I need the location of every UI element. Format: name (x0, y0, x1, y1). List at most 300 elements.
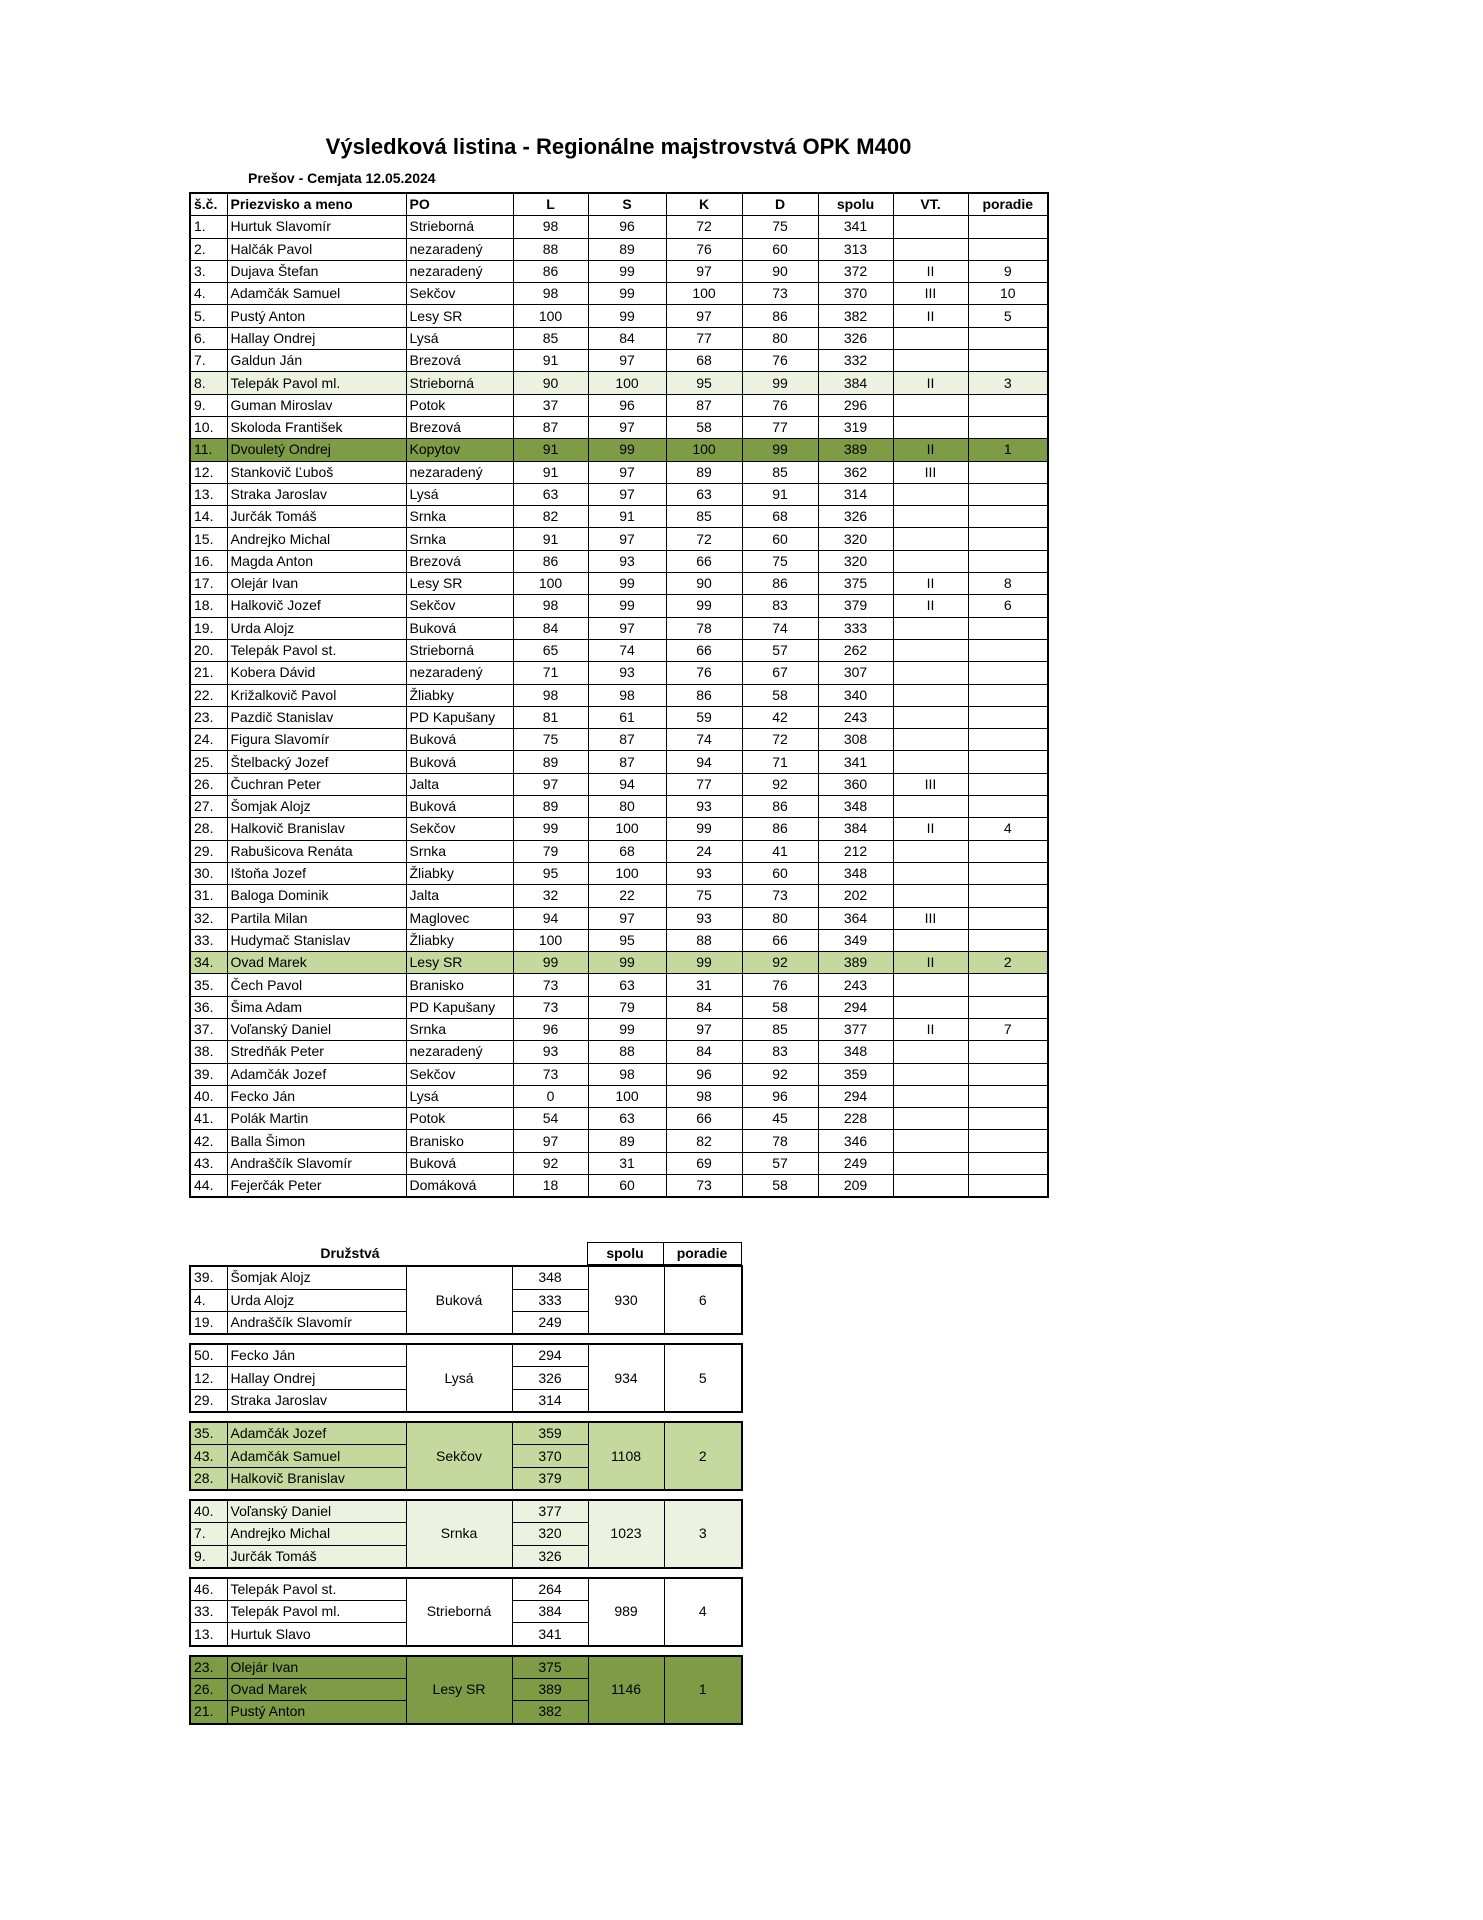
cell-spolu: 294 (818, 1085, 893, 1107)
cell-member-score: 370 (512, 1445, 588, 1467)
cell-l: 100 (513, 573, 588, 595)
cell-poradie (968, 862, 1048, 884)
cell-no: 39. (190, 1063, 227, 1085)
cell-k: 24 (666, 840, 742, 862)
cell-name: Stredňák Peter (227, 1041, 406, 1063)
results-row (190, 1085, 1048, 1107)
cell-name: Skoloda František (227, 416, 406, 438)
results-row (190, 773, 1048, 795)
cell-d: 58 (742, 684, 818, 706)
results-row (190, 796, 1048, 818)
cell-spolu: 243 (818, 706, 893, 728)
cell-poradie (968, 394, 1048, 416)
cell-member-name: Andrejko Michal (227, 1523, 406, 1545)
cell-name: Baloga Dominik (227, 885, 406, 907)
column-header: PO (406, 193, 513, 216)
cell-s: 97 (588, 528, 666, 550)
cell-member-score: 320 (512, 1523, 588, 1545)
cell-no: 23. (190, 706, 227, 728)
cell-vt (893, 751, 968, 773)
cell-member-name: Adamčák Jozef (227, 1422, 406, 1445)
results-row (190, 1130, 1048, 1152)
cell-poradie (968, 996, 1048, 1018)
cell-poradie (968, 751, 1048, 773)
team-member-row (190, 1500, 742, 1523)
cell-member-score: 314 (512, 1389, 588, 1412)
cell-l: 91 (513, 528, 588, 550)
cell-poradie (968, 773, 1048, 795)
cell-no: 30. (190, 862, 227, 884)
cell-name: Dujava Štefan (227, 260, 406, 282)
cell-l: 86 (513, 260, 588, 282)
cell-d: 58 (742, 996, 818, 1018)
cell-name: Figura Slavomír (227, 729, 406, 751)
cell-name: Fecko Ján (227, 1085, 406, 1107)
cell-no: 32. (190, 907, 227, 929)
cell-name: Kobera Dávid (227, 662, 406, 684)
cell-spolu: 364 (818, 907, 893, 929)
cell-vt (893, 1041, 968, 1063)
cell-vt (893, 1175, 968, 1198)
teams-title: Družstvá (189, 1243, 511, 1265)
cell-po: Jalta (406, 885, 513, 907)
cell-d: 86 (742, 573, 818, 595)
cell-name: Voľanský Daniel (227, 1018, 406, 1040)
cell-d: 83 (742, 1041, 818, 1063)
cell-vt (893, 929, 968, 951)
cell-d: 91 (742, 483, 818, 505)
results-row (190, 1152, 1048, 1174)
cell-spolu: 359 (818, 1063, 893, 1085)
cell-vt: II (893, 260, 968, 282)
cell-vt: II (893, 1018, 968, 1040)
team-block (189, 1577, 743, 1647)
cell-name: Jurčák Tomáš (227, 506, 406, 528)
teams-spolu-header: spolu (587, 1243, 663, 1265)
cell-member-no: 7. (190, 1523, 227, 1545)
cell-po: nezaradený (406, 662, 513, 684)
cell-k: 100 (666, 439, 742, 461)
cell-spolu: 384 (818, 818, 893, 840)
cell-d: 60 (742, 528, 818, 550)
cell-po: Lesy SR (406, 305, 513, 327)
cell-member-name: Urda Alojz (227, 1289, 406, 1311)
cell-no: 20. (190, 639, 227, 661)
cell-s: 99 (588, 439, 666, 461)
cell-l: 97 (513, 773, 588, 795)
cell-k: 93 (666, 907, 742, 929)
cell-l: 100 (513, 929, 588, 951)
cell-spolu: 372 (818, 260, 893, 282)
cell-spolu: 320 (818, 528, 893, 550)
results-row (190, 216, 1048, 238)
cell-s: 97 (588, 350, 666, 372)
cell-d: 92 (742, 773, 818, 795)
cell-poradie: 1 (968, 439, 1048, 461)
cell-s: 100 (588, 818, 666, 840)
results-row (190, 974, 1048, 996)
cell-s: 84 (588, 327, 666, 349)
cell-no: 31. (190, 885, 227, 907)
cell-name: Polák Martin (227, 1108, 406, 1130)
cell-po: Branisko (406, 974, 513, 996)
cell-spolu: 320 (818, 550, 893, 572)
cell-vt (893, 238, 968, 260)
cell-d: 80 (742, 327, 818, 349)
results-row (190, 1063, 1048, 1085)
results-row (190, 639, 1048, 661)
cell-d: 85 (742, 1018, 818, 1040)
cell-poradie (968, 684, 1048, 706)
cell-no: 24. (190, 729, 227, 751)
cell-s: 97 (588, 461, 666, 483)
teams-poradie-header: poradie (663, 1243, 741, 1265)
cell-no: 36. (190, 996, 227, 1018)
teams-header-spacer (511, 1243, 587, 1265)
cell-s: 87 (588, 751, 666, 773)
cell-no: 44. (190, 1175, 227, 1198)
cell-no: 14. (190, 506, 227, 528)
cell-s: 79 (588, 996, 666, 1018)
cell-no: 7. (190, 350, 227, 372)
cell-poradie (968, 550, 1048, 572)
results-row (190, 372, 1048, 394)
cell-d: 86 (742, 305, 818, 327)
cell-team-spolu: 1023 (588, 1500, 664, 1568)
cell-spolu: 348 (818, 1041, 893, 1063)
cell-k: 82 (666, 1130, 742, 1152)
cell-vt: III (893, 773, 968, 795)
cell-s: 89 (588, 1130, 666, 1152)
cell-team-spolu: 934 (588, 1344, 664, 1412)
cell-l: 94 (513, 907, 588, 929)
cell-no: 5. (190, 305, 227, 327)
cell-po: Lysá (406, 1085, 513, 1107)
cell-l: 91 (513, 461, 588, 483)
cell-k: 76 (666, 238, 742, 260)
cell-k: 87 (666, 394, 742, 416)
column-header: L (513, 193, 588, 216)
cell-l: 91 (513, 350, 588, 372)
cell-po: Srnka (406, 840, 513, 862)
cell-name: Halkovič Branislav (227, 818, 406, 840)
cell-name: Rabušicova Renáta (227, 840, 406, 862)
team-block (189, 1343, 743, 1413)
cell-no: 3. (190, 260, 227, 282)
cell-d: 73 (742, 885, 818, 907)
cell-member-no: 13. (190, 1623, 227, 1646)
cell-no: 42. (190, 1130, 227, 1152)
cell-k: 66 (666, 1108, 742, 1130)
cell-name: Halčák Pavol (227, 238, 406, 260)
cell-s: 63 (588, 1108, 666, 1130)
cell-member-no: 19. (190, 1311, 227, 1334)
cell-no: 18. (190, 595, 227, 617)
cell-no: 26. (190, 773, 227, 795)
cell-spolu: 228 (818, 1108, 893, 1130)
cell-d: 42 (742, 706, 818, 728)
cell-team-spolu: 930 (588, 1266, 664, 1334)
cell-no: 22. (190, 684, 227, 706)
results-row (190, 929, 1048, 951)
cell-vt: II (893, 305, 968, 327)
cell-spolu: 348 (818, 796, 893, 818)
cell-d: 96 (742, 1085, 818, 1107)
cell-name: Telepák Pavol ml. (227, 372, 406, 394)
cell-vt (893, 1085, 968, 1107)
cell-d: 76 (742, 350, 818, 372)
cell-name: Hurtuk Slavomír (227, 216, 406, 238)
cell-d: 83 (742, 595, 818, 617)
cell-poradie: 9 (968, 260, 1048, 282)
cell-spolu: 332 (818, 350, 893, 372)
cell-member-no: 4. (190, 1289, 227, 1311)
cell-member-score: 294 (512, 1344, 588, 1367)
cell-member-name: Hallay Ondrej (227, 1367, 406, 1389)
cell-d: 41 (742, 840, 818, 862)
cell-po: nezaradený (406, 238, 513, 260)
cell-l: 89 (513, 796, 588, 818)
cell-spolu: 382 (818, 305, 893, 327)
cell-no: 33. (190, 929, 227, 951)
cell-name: Guman Miroslav (227, 394, 406, 416)
cell-k: 68 (666, 350, 742, 372)
cell-po: Strieborná (406, 372, 513, 394)
cell-poradie (968, 528, 1048, 550)
cell-member-no: 12. (190, 1367, 227, 1389)
cell-s: 95 (588, 929, 666, 951)
cell-poradie: 2 (968, 952, 1048, 974)
cell-spolu: 262 (818, 639, 893, 661)
results-row (190, 818, 1048, 840)
cell-poradie (968, 327, 1048, 349)
cell-member-name: Pustý Anton (227, 1701, 406, 1724)
cell-member-name: Adamčák Samuel (227, 1445, 406, 1467)
cell-no: 6. (190, 327, 227, 349)
column-header: spolu (818, 193, 893, 216)
teams-header-row (189, 1243, 741, 1265)
cell-l: 96 (513, 1018, 588, 1040)
cell-po: Lysá (406, 327, 513, 349)
cell-s: 100 (588, 862, 666, 884)
cell-vt (893, 639, 968, 661)
cell-spolu: 249 (818, 1152, 893, 1174)
cell-no: 13. (190, 483, 227, 505)
cell-team-poradie: 5 (664, 1344, 742, 1412)
cell-name: Šomjak Alojz (227, 796, 406, 818)
cell-vt: II (893, 952, 968, 974)
cell-poradie: 4 (968, 818, 1048, 840)
cell-vt (893, 506, 968, 528)
cell-po: Maglovec (406, 907, 513, 929)
team-member-row (190, 1344, 742, 1367)
cell-l: 0 (513, 1085, 588, 1107)
cell-name: Urda Alojz (227, 617, 406, 639)
cell-poradie (968, 1085, 1048, 1107)
cell-l: 98 (513, 684, 588, 706)
cell-l: 37 (513, 394, 588, 416)
cell-po: Brezová (406, 350, 513, 372)
cell-k: 100 (666, 283, 742, 305)
cell-vt (893, 996, 968, 1018)
cell-k: 94 (666, 751, 742, 773)
cell-vt (893, 729, 968, 751)
cell-l: 93 (513, 1041, 588, 1063)
cell-spolu: 375 (818, 573, 893, 595)
cell-member-score: 377 (512, 1500, 588, 1523)
cell-s: 80 (588, 796, 666, 818)
results-row (190, 305, 1048, 327)
cell-member-score: 348 (512, 1266, 588, 1289)
team-member-row (190, 1422, 742, 1445)
teams-section (189, 1242, 743, 1733)
cell-l: 32 (513, 885, 588, 907)
cell-l: 71 (513, 662, 588, 684)
cell-no: 34. (190, 952, 227, 974)
cell-spolu: 349 (818, 929, 893, 951)
cell-member-score: 359 (512, 1422, 588, 1445)
cell-member-name: Halkovič Branislav (227, 1467, 406, 1490)
cell-d: 74 (742, 617, 818, 639)
cell-po: Potok (406, 394, 513, 416)
cell-poradie (968, 1130, 1048, 1152)
cell-poradie (968, 350, 1048, 372)
cell-d: 57 (742, 1152, 818, 1174)
cell-k: 78 (666, 617, 742, 639)
cell-vt (893, 617, 968, 639)
cell-vt (893, 350, 968, 372)
cell-po: nezaradený (406, 260, 513, 282)
cell-k: 69 (666, 1152, 742, 1174)
cell-poradie (968, 929, 1048, 951)
cell-l: 73 (513, 996, 588, 1018)
cell-po: Strieborná (406, 216, 513, 238)
cell-d: 73 (742, 283, 818, 305)
cell-s: 97 (588, 907, 666, 929)
cell-poradie: 3 (968, 372, 1048, 394)
cell-member-no: 40. (190, 1500, 227, 1523)
cell-name: Dvouletý Ondrej (227, 439, 406, 461)
cell-team-poradie: 6 (664, 1266, 742, 1334)
results-row (190, 439, 1048, 461)
cell-s: 93 (588, 662, 666, 684)
cell-member-score: 379 (512, 1467, 588, 1490)
results-row (190, 260, 1048, 282)
cell-no: 11. (190, 439, 227, 461)
teams-header (189, 1242, 742, 1265)
cell-d: 71 (742, 751, 818, 773)
cell-vt: II (893, 818, 968, 840)
cell-po: Žliabky (406, 684, 513, 706)
cell-k: 72 (666, 528, 742, 550)
cell-spolu: 348 (818, 862, 893, 884)
cell-spolu: 212 (818, 840, 893, 862)
cell-member-score: 375 (512, 1656, 588, 1679)
results-row (190, 729, 1048, 751)
cell-d: 72 (742, 729, 818, 751)
cell-k: 72 (666, 216, 742, 238)
cell-member-name: Hurtuk Slavo (227, 1623, 406, 1646)
cell-d: 57 (742, 639, 818, 661)
cell-po: Buková (406, 751, 513, 773)
cell-member-name: Šomjak Alojz (227, 1266, 406, 1289)
cell-spolu: 307 (818, 662, 893, 684)
cell-k: 86 (666, 684, 742, 706)
cell-po: PD Kapušany (406, 706, 513, 728)
cell-l: 100 (513, 305, 588, 327)
cell-no: 16. (190, 550, 227, 572)
results-table (189, 192, 1049, 1198)
cell-l: 75 (513, 729, 588, 751)
cell-vt (893, 394, 968, 416)
cell-team-name: Buková (406, 1266, 512, 1334)
cell-member-no: 46. (190, 1578, 227, 1601)
cell-poradie (968, 416, 1048, 438)
team-member-row (190, 1656, 742, 1679)
results-table-body (190, 216, 1048, 1198)
cell-vt: II (893, 595, 968, 617)
cell-l: 98 (513, 283, 588, 305)
cell-l: 99 (513, 952, 588, 974)
cell-spolu: 377 (818, 1018, 893, 1040)
cell-member-name: Andraščík Slavomír (227, 1311, 406, 1334)
cell-spolu: 209 (818, 1175, 893, 1198)
cell-no: 19. (190, 617, 227, 639)
cell-member-no: 21. (190, 1701, 227, 1724)
cell-l: 91 (513, 439, 588, 461)
cell-po: Lysá (406, 483, 513, 505)
cell-member-name: Olejár Ivan (227, 1656, 406, 1679)
cell-po: Buková (406, 1152, 513, 1174)
column-header: S (588, 193, 666, 216)
results-row (190, 350, 1048, 372)
results-row (190, 528, 1048, 550)
cell-l: 88 (513, 238, 588, 260)
cell-k: 88 (666, 929, 742, 951)
cell-name: Halkovič Jozef (227, 595, 406, 617)
cell-l: 73 (513, 1063, 588, 1085)
results-row (190, 1175, 1048, 1198)
cell-po: Sekčov (406, 1063, 513, 1085)
cell-name: Fejerčák Peter (227, 1175, 406, 1198)
cell-d: 90 (742, 260, 818, 282)
cell-po: Buková (406, 796, 513, 818)
cell-po: Lesy SR (406, 573, 513, 595)
cell-spolu: 384 (818, 372, 893, 394)
cell-name: Magda Anton (227, 550, 406, 572)
cell-vt: III (893, 283, 968, 305)
cell-poradie: 6 (968, 595, 1048, 617)
cell-po: Brezová (406, 416, 513, 438)
results-row (190, 506, 1048, 528)
cell-team-name: Strieborná (406, 1578, 512, 1646)
cell-poradie (968, 1152, 1048, 1174)
cell-name: Čech Pavol (227, 974, 406, 996)
cell-d: 60 (742, 862, 818, 884)
cell-vt (893, 1108, 968, 1130)
results-row (190, 751, 1048, 773)
cell-vt (893, 974, 968, 996)
cell-vt (893, 1152, 968, 1174)
cell-l: 18 (513, 1175, 588, 1198)
cell-spolu: 340 (818, 684, 893, 706)
cell-k: 93 (666, 796, 742, 818)
cell-member-name: Telepák Pavol ml. (227, 1601, 406, 1623)
cell-l: 65 (513, 639, 588, 661)
cell-poradie (968, 238, 1048, 260)
cell-l: 84 (513, 617, 588, 639)
cell-po: Srnka (406, 528, 513, 550)
